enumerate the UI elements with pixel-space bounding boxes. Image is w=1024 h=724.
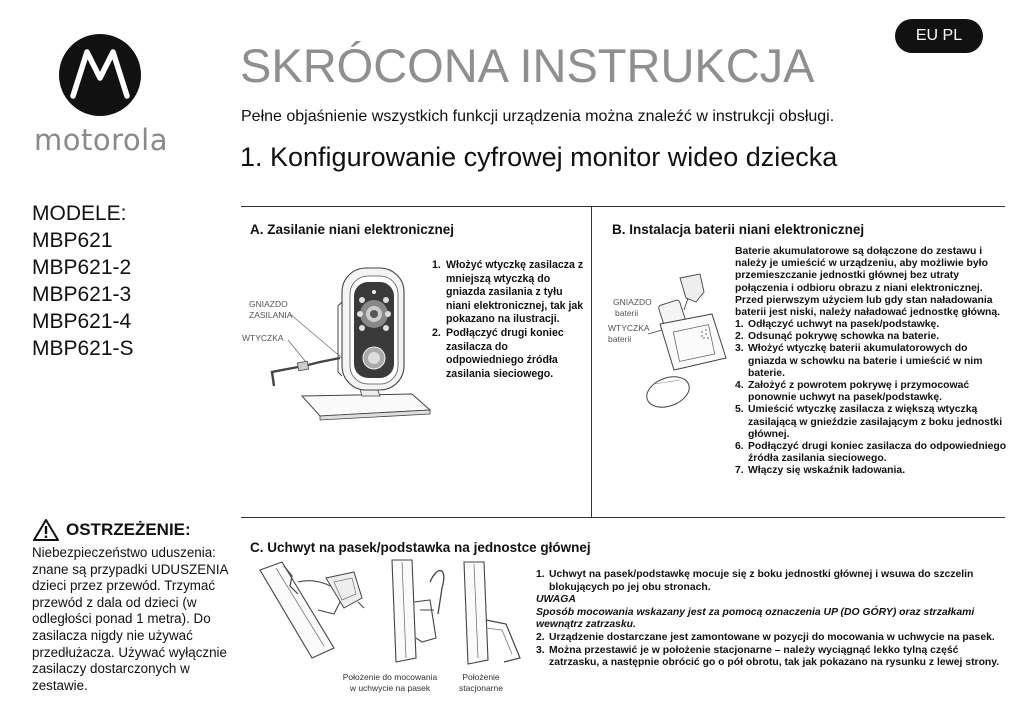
- step-number: 6.: [735, 441, 744, 453]
- belt-clip-illustration: [254, 558, 526, 668]
- step-number: 3.: [735, 343, 744, 355]
- list-item: [735, 404, 1007, 441]
- step-text: Odłączyć uchwyt na pasek/podstawkę.: [748, 319, 940, 330]
- panel-c-steps: [536, 569, 1011, 670]
- step-text: Włożyć wtyczkę zasilacza z mniejszą wtyczką do gniazda zasilania z tyłu niani elektronicznej, tak jak pokazano na ilustracji.: [446, 259, 584, 326]
- caption-stand-position: [446, 672, 516, 694]
- warning-triangle-icon: [32, 518, 60, 542]
- list-item: [735, 441, 1007, 465]
- step-number: 3.: [536, 644, 545, 656]
- caption-text: Położenie: [462, 672, 500, 682]
- list-item: [536, 645, 1011, 670]
- battery-socket-callout: [613, 297, 652, 319]
- callout-text: GNIAZDO: [613, 297, 652, 307]
- caption-text: stacjonarne: [459, 683, 503, 693]
- panel-c-title: C. Uchwyt na pasek/podstawka na jednostce głównej: [250, 540, 591, 555]
- section-title: 1. Konfigurowanie cyfrowej monitor wideo dziecka: [240, 142, 838, 172]
- top-divider: [241, 206, 1005, 207]
- step-text: Umieścić wtyczkę zasilacza z większą wtyczką zasilającą w gnieździe zasilającym z boku jednostki głównej.: [748, 404, 1003, 440]
- lower-divider: [241, 517, 1005, 518]
- step-text: Podłączyć drugi koniec zasilacza do odpowiedniego źródła zasilania sieciowego.: [748, 441, 1007, 465]
- step-text: Można przestawić je w położenie stacjonarne – należy wyciągnąć lekko tylną część zatrzasku, a następnie obrócić go o pół obrotu, tak jak pokazano na rysunku z lewej strony.: [549, 644, 1000, 669]
- list-item: [735, 380, 1007, 404]
- caption-belt-position: [330, 672, 450, 694]
- callout-text: baterii: [608, 334, 632, 344]
- note-text: Sposób mocowania wskazany jest za pomocą oznaczenia UP (DO GÓRY) oraz strzałkami wewnątrz zatrzasku.: [536, 606, 975, 631]
- step-number: 2.: [536, 631, 545, 643]
- panel-b-title: B. Instalacja baterii niani elektronicznej: [612, 222, 865, 237]
- step-number: 1.: [536, 569, 545, 580]
- battery-illustration: [640, 272, 732, 414]
- list-item: [735, 319, 1007, 331]
- region-badge: EU PL: [895, 19, 983, 53]
- panel-b-steps: [735, 319, 1007, 478]
- step-text: Uchwyt na pasek/podstawkę mocuje się z boku jednostki głównej i wsuwa do szczelin blokujących po jej obu stronach.: [549, 569, 974, 593]
- callout-text: WTYCZKA: [608, 323, 650, 333]
- step-number: 2.: [432, 326, 441, 339]
- panel-b-intro: Baterie akumulatorowe są dołączone do zestawu i należy je umieścić w urządzeniu, aby możliwie było przemieszczanie jednostki głównej bez utraty połączenia i odbioru obrazu z niani elektronicznej. Przed pierwszym użyciem lub gdy stan naładowania baterii jest niski, należy naładować jednostkę główną.: [735, 246, 1001, 319]
- model-item: MBP621: [32, 229, 113, 252]
- models-label: MODELE:: [32, 202, 127, 225]
- panel-a-steps: [432, 259, 584, 381]
- step-number: 1.: [735, 319, 744, 330]
- callout-text: baterii: [615, 308, 639, 318]
- step-text: Włączy się wskaźnik ładowania.: [748, 465, 906, 477]
- page-subtitle: Pełne objaśnienie wszystkich funkcji urządzenia można znaleźć w instrukcji obsługi.: [241, 108, 835, 125]
- list-item: [432, 259, 584, 327]
- caption-text: Położenie do mocowania: [342, 672, 438, 682]
- step-text: Założyć z powrotem pokrywę i przymocować ponownie uchwyt na pasek/podstawkę.: [748, 380, 970, 404]
- warning-text: Niebezpieczeństwo uduszenia: znane są przypadki UDUSZENIA dzieci przez przewód. Trzymać przewód z dala od dzieci (w odległości ponad 1 metra). Do zasilacza nigdy nie używać przedłużacza. Używać wyłącznie zasilaczy dostarczonych w zestawie.: [32, 545, 228, 693]
- callout-text: ZASILANIA: [249, 310, 293, 320]
- list-item: [432, 327, 584, 381]
- list-item: [735, 343, 1007, 380]
- step-number: 7.: [735, 465, 744, 477]
- warning-heading: [32, 518, 191, 542]
- step-number: 4.: [735, 380, 744, 392]
- plug-callout: WTYCZKA: [242, 333, 284, 343]
- socket-callout: [249, 299, 292, 321]
- step-text: Podłączyć drugi koniec zasilacza do odpowiedniego źródła zasilania sieciowego.: [446, 326, 564, 380]
- model-item: MBP621-S: [32, 337, 134, 360]
- motorola-logo-icon: [59, 34, 141, 116]
- page-title: SKRÓCONA INSTRUKCJA: [240, 39, 815, 92]
- step-number: 1.: [432, 259, 441, 271]
- caption-text: w uchwycie na pasek: [349, 683, 431, 693]
- warning-title: OSTRZEŻENIE:: [66, 520, 191, 539]
- list-item: [735, 465, 1007, 477]
- panel-a-title: A. Zasilanie niani elektronicznej: [250, 222, 455, 237]
- model-item: MBP621-2: [32, 256, 132, 279]
- middle-divider: [591, 206, 592, 517]
- step-number: 5.: [735, 404, 744, 416]
- step-text: Urządzenie dostarczane jest zamontowane w pozycji do mocowania w uchwycie na pasek.: [549, 631, 995, 643]
- callout-text: GNIAZDO: [249, 299, 288, 309]
- step-number: 2.: [735, 331, 744, 343]
- brand-name: motorola: [34, 123, 168, 157]
- list-item: [536, 632, 1011, 645]
- models-list: [32, 200, 134, 362]
- step-text: Włożyć wtyczkę baterii akumulatorowych do gniazda w schowku na baterie i umieścić w nim baterie.: [748, 343, 983, 379]
- model-item: MBP621-4: [32, 310, 132, 333]
- baby-monitor-illustration: [262, 262, 434, 422]
- model-item: MBP621-3: [32, 283, 132, 306]
- note-title: UWAGA: [536, 594, 576, 606]
- battery-plug-callout: [608, 323, 650, 345]
- list-item: [536, 569, 1011, 594]
- list-item: [735, 331, 1007, 343]
- step-text: Odsunąć pokrywę schowka na baterie.: [748, 331, 940, 343]
